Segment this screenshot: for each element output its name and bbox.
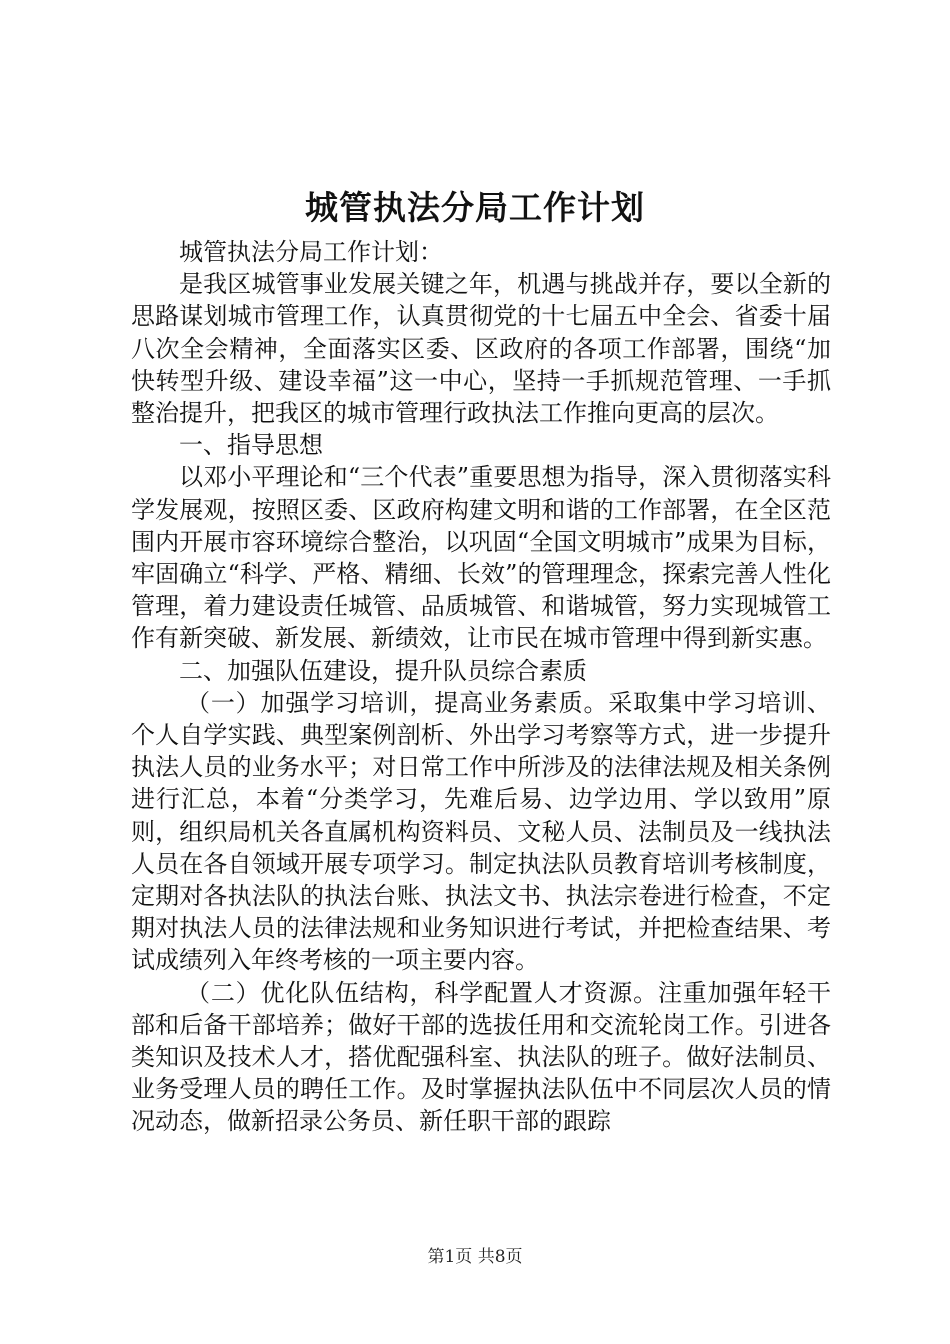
- section-heading-guiding-ideology: 一、指导思想: [179, 431, 323, 460]
- paragraph-intro: 是我区城管事业发展关键之年，机遇与挑战并存，要以全新的思路谋划城市管理工作，认真贯彻党的十七届五中全会、省委十届八次全会精神，全面落实区委、区政府的各项工作部署，围绕“加快转型升级、建设幸福”这一中心，坚持一手抓规范管理、一手抓整治提升，把我区的城市管理行政执法工作推向更高的层次。: [131, 270, 831, 428]
- paragraph-intro-heading: 城管执法分局工作计划：: [179, 238, 443, 266]
- section-heading-team-building: 二、加强队伍建设，提升队员综合素质: [179, 656, 587, 685]
- page-number: 第1页 共8页: [427, 1247, 523, 1267]
- paragraph-training: （一）加强学习培训，提高业务素质。采取集中学习培训、个人自学实践、典型案例剖析、外出学习考察等方式，进一步提升执法人员的业务水平；对日常工作中所涉及的法律法规及相关条例进行汇总，本着“分类学习，先难后易、边学边用、学以致用”原则，组织局机关各直属机构资料员、文秘人员、法制员及一线执法人员在各自领域开展专项学习。制定执法队员教育培训考核制度，定期对各执法队的执法台账、执法文书、执法宗卷进行检查，不定期对执法人员的法律法规和业务知识进行考试，并把检查结果、考试成绩列入年终考核的一项主要内容。: [131, 688, 831, 975]
- paragraph-guiding-ideology: 以邓小平理论和“三个代表”重要思想为指导，深入贯彻落实科学发展观，按照区委、区政府构建文明和谐的工作部署，在全区范围内开展市容环境综合整治，以巩固“全国文明城市”成果为目标，牢固确立“科学、严格、精细、长效”的管理理念，探索完善人性化管理，着力建设责任城管、品质城管、和谐城管，努力实现城管工作有新突破、新发展、新绩效，让市民在城市管理中得到新实惠。: [131, 463, 831, 653]
- document-title: 城管执法分局工作计划: [305, 188, 645, 227]
- paragraph-team-structure: （二）优化队伍结构，科学配置人才资源。注重加强年轻干部和后备干部培养；做好干部的选拔任用和交流轮岗工作。引进各类知识及技术人才，搭优配强科室、执法队的班子。做好法制员、业务受理人员的聘任工作。及时掌握执法队伍中不同层次人员的情况动态，做新招录公务员、新任职干部的跟踪: [131, 978, 831, 1136]
- document-body: [131, 236, 831, 1138]
